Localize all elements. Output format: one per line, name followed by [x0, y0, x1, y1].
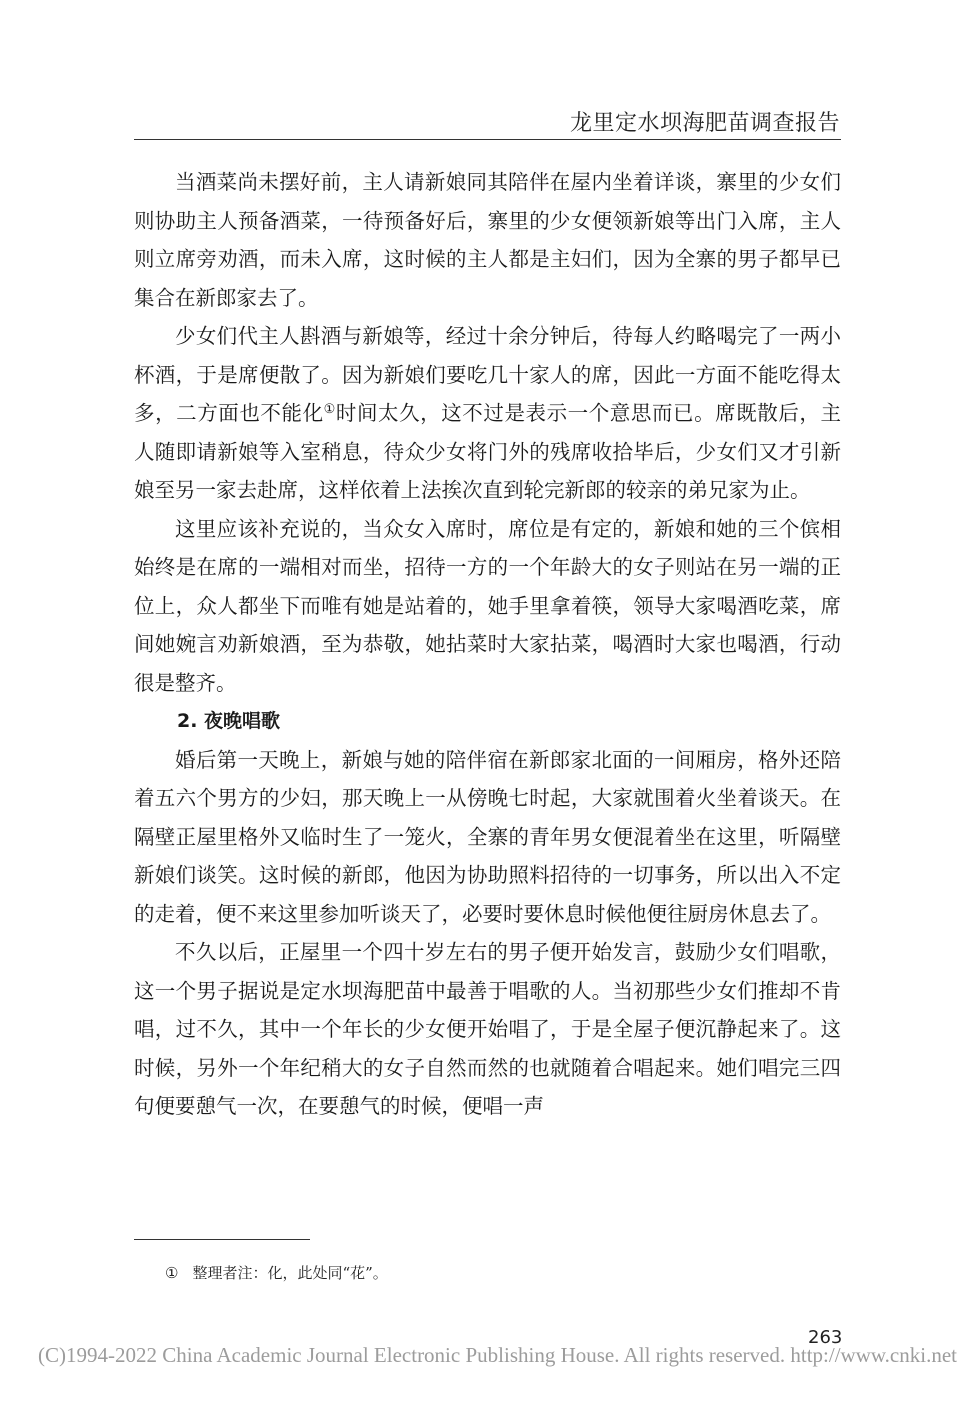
paragraph-text: 时间太久，这不过是表示一个意思而已。席既散后，主人随即请新娘等入室稍息，待众少女将门外的残席收拾毕后，少女们又才引新娘至另一家去赴席，这样依着上法挨次直到轮完新郎的较亲的弟兄家为止。 — [134, 401, 842, 502]
footnote-divider — [134, 1239, 310, 1240]
footnote — [165, 1262, 388, 1283]
body-text — [134, 163, 841, 1126]
paragraph: 这里应该补充说的，当众女入席时，席位是有定的，新娘和她的三个傧相始终是在席的一端相对而坐，招待一方的一个年龄大的女子则站在另一端的正位上，众人都坐下而唯有她是站着的，她手里拿着筷，领导大家喝酒吃菜，席间她婉言劝新娘酒，至为恭敬，她拈菜时大家拈菜，喝酒时大家也喝酒，行动很是整齐。 — [134, 516, 841, 695]
paragraph: 婚后第一天晚上，新娘与她的陪伴宿在新郎家北面的一间厢房，格外还陪着五六个男方的少妇，那天晚上一从傍晚七时起，大家就围着火坐着谈天。在隔壁正屋里格外又临时生了一笼火，全寨的青年男女便混着坐在这里，听隔壁新娘们谈笑。这时候的新郎，他因为协助照料招待的一切事务，所以出入不定的走着，便不来这里参加听谈天了，必要时要休息时候他便往厨房休息去了。 — [134, 747, 841, 926]
running-header-title: 龙里定水坝海肥苗调查报告 — [569, 111, 840, 136]
footnote-mark: ① — [165, 1264, 179, 1282]
paragraph: 当酒菜尚未摆好前，主人请新娘同其陪伴在屋内坐着详谈，寨里的少女们则协助主人预备酒菜，一待预备好后，寨里的少女便领新娘等出门入席，主人则立席旁劝酒，而未入席，这时候的主人都是主妇们，因为全寨的男子都早已集合在新郎家去了。 — [134, 170, 841, 310]
paragraph — [134, 317, 841, 510]
page-number: 263 — [808, 1327, 843, 1348]
section-heading: 2. 夜晚唱歌 — [177, 710, 281, 732]
footnote-reference[interactable]: ① — [323, 402, 336, 417]
paragraph: 不久以后，正屋里一个四十岁左右的男子便开始发言，鼓励少女们唱歌，这一个男子据说是定水坝海肥苗中最善于唱歌的人。当初那些少女们推却不肯唱，过不久，其中一个年长的少女便开始唱了，于是全屋子便沉静起来了。这时候，另外一个年纪稍大的女子自然而然的也就随着合唱起来。她们唱完三四句便要憩气一次，在要憩气的时候，便唱一声 — [134, 940, 841, 1118]
paragraph-text: 少女们代主人斟酒与新娘等，经过十余分钟后，待每人约略喝完了一两小杯酒，于是席便散了。因为新娘们要吃几十家人的席，因此一方面不能吃得太多，二方面也不能化 — [134, 324, 841, 425]
copyright-watermark: (C)1994-2022 China Academic Journal Electronic Publishing House. All rights reserved. http://www.cnki.net — [38, 1343, 957, 1367]
header-divider — [134, 139, 841, 140]
footnote-text: 整理者注：化，此处同“花”。 — [192, 1264, 388, 1282]
